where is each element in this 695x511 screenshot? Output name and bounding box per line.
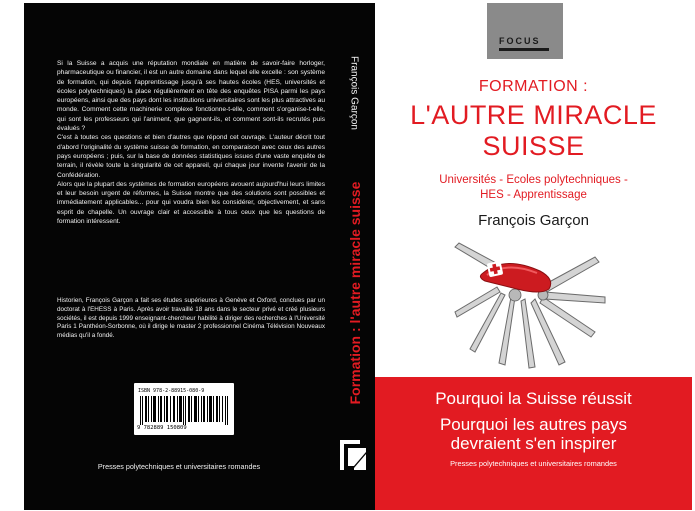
barcode-bars-icon xyxy=(140,396,228,425)
tagline-line-2: Pourquoi les autres pays xyxy=(439,415,628,434)
swiss-army-knife-icon xyxy=(445,237,615,372)
book-spine xyxy=(334,3,375,510)
author-bio: Historien, François Garçon a fait ses études supérieures à Genève et Oxford, conclues par un doctorat à l'EHESS à Paris. Après avoir travaillé 18 ans dans le secteur privé et créé plusieurs sociétés, il est depuis 1999 enseignant-chercheur habilité à diriger des recherches à l'Université Paris 1 Panthéon-Sorbonne, où il dirige le master 2 professionnel Cinéma Télévision Nouveaux médias qu'il a fondé. xyxy=(57,297,325,340)
blurb-paragraph-1: Si la Suisse a acquis une réputation mondiale en matière de savoir-faire horloger, pharmaceutique ou financier, il est un autre domaine dans lequel elle excelle : son système de formation, qui depuis l'apprentissage jusqu'à ses hautes écoles (HES, universités et écoles polytechniques) la place régulièrement en tête des enquêtes PISA parmi les pays européens, ainsi que des pays dont les institutions universitaires sont les plus attractives au monde. Comment cette machinerie complexe fonctionne-t-elle, comment s'organise-t-elle, qui sont les professeurs qui l'animent, que gagnent-ils, et comment sont-ils recrutés puis évalués ? xyxy=(57,60,325,133)
spine-author: François Garçon xyxy=(348,56,360,130)
publisher-name-back: Presses polytechniques et universitaires romandes xyxy=(97,462,261,471)
isbn-barcode xyxy=(134,383,234,435)
series-logo-text: FOCUS xyxy=(499,36,541,46)
title-line-1: L'AUTRE MIRACLE xyxy=(410,100,657,130)
subtitle-line-1: Universités - Ecoles polytechniques - xyxy=(439,174,628,186)
book-title xyxy=(375,100,692,162)
spine-title: Formation : l'autre miracle suisse xyxy=(347,181,363,405)
back-cover xyxy=(24,3,334,510)
barcode-digits: 9 782889 150809 xyxy=(137,425,187,431)
title-kicker: FORMATION : xyxy=(478,78,589,95)
tagline-band xyxy=(375,377,692,510)
isbn-text: ISBN 978-2-88915-080-9 xyxy=(138,388,205,394)
book-author: François Garçon xyxy=(478,212,589,229)
publisher-name-front: Presses polytechniques et universitaires romandes xyxy=(450,459,617,468)
series-logo-bar xyxy=(499,48,549,51)
title-line-2: SUISSE xyxy=(482,131,585,161)
book-subtitle xyxy=(375,173,692,203)
tagline-line-1: Pourquoi la Suisse réussit xyxy=(435,389,632,408)
blurb-paragraph-3: Alors que la plupart des systèmes de formation européens avouent aujourd'hui leurs limites et leur besoin urgent de réformes, la Suisse montre que des solutions sont possibles et immédiatement applicables... pour qui voudra bien les considérer, objectivement, et sans esprit de chapelle. Un ouvrage clair et accessible à tous ceux que les questions de formation intéressent. xyxy=(57,180,325,226)
tagline-line-3: devraient s'en inspirer xyxy=(450,434,617,453)
series-logo xyxy=(487,3,563,59)
front-cover xyxy=(375,3,692,510)
blurb-paragraph-2: C'est à toutes ces questions et bien d'autres que répond cet ouvrage. L'auteur décrit tout d'abord l'originalité du système suisse de formation, en comparaison avec ceux des autres pays européens ; puis, sur la base de données statistiques issues d'une vaste enquête de terrain, il révèle toute la singularité de cet appareil, qui chaque jour invente l'avenir de la Confédération. xyxy=(57,134,325,179)
subtitle-line-2: HES - Apprentissage xyxy=(480,189,587,201)
back-cover-blurb xyxy=(57,59,325,226)
publisher-logo-icon xyxy=(340,440,368,470)
